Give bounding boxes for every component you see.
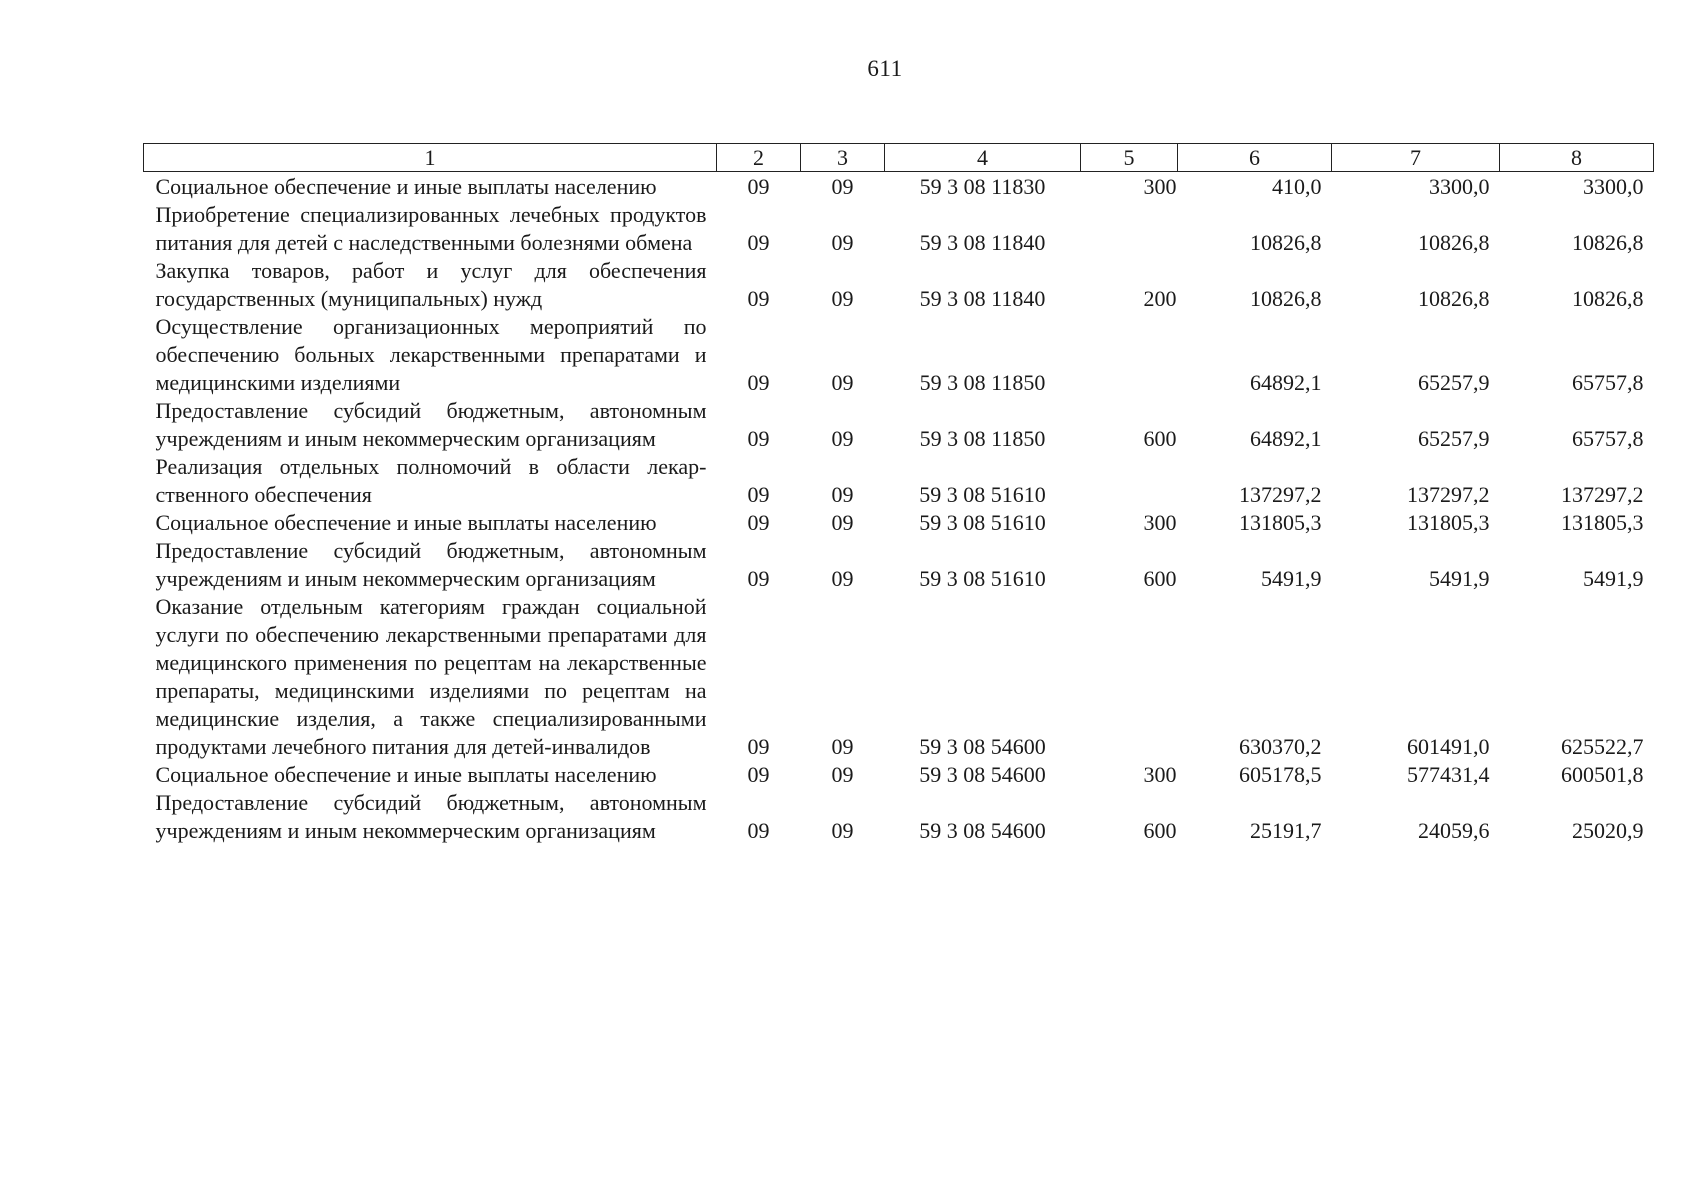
- table-row: [144, 257, 1654, 313]
- row-target-code: 59 3 08 54600: [919, 762, 1046, 787]
- header-col-6: 6: [1178, 144, 1332, 172]
- table-row: [144, 453, 1654, 509]
- table-row: [144, 201, 1654, 257]
- row-amount-2: 24059,6: [1418, 818, 1490, 843]
- row-subsection: 09: [831, 286, 854, 311]
- row-name: Реализация отдельных полномочий в области лекарственного обеспечения: [155, 454, 707, 507]
- row-subsection: 09: [831, 510, 854, 535]
- row-amount-3: 131805,3: [1561, 510, 1644, 535]
- row-subsection: 09: [831, 482, 854, 507]
- table-row: [144, 313, 1654, 397]
- row-amount-2: 10826,8: [1418, 286, 1490, 311]
- table-row: [144, 397, 1654, 453]
- row-section: 09: [747, 174, 770, 199]
- row-expense-type: 200: [1143, 286, 1177, 311]
- row-amount-1: 64892,1: [1250, 426, 1322, 451]
- row-subsection: 09: [831, 762, 854, 787]
- row-section: 09: [747, 370, 770, 395]
- row-target-code: 59 3 08 51610: [919, 510, 1046, 535]
- header-row: [144, 144, 1654, 172]
- row-expense-type: [1081, 453, 1178, 509]
- row-expense-type: 600: [1143, 818, 1177, 843]
- row-target-code: 59 3 08 11850: [919, 370, 1046, 395]
- row-name: Осуществление организационных мероприятий по обеспечению больных лекарственными препаратами и медицинскими изделиями: [155, 314, 707, 395]
- row-amount-2: 5491,9: [1429, 566, 1490, 591]
- row-section: 09: [747, 818, 770, 843]
- row-subsection: 09: [831, 174, 854, 199]
- row-name: Социальное обеспечение и иные выплаты населению: [155, 762, 657, 787]
- row-amount-1: 131805,3: [1239, 510, 1322, 535]
- row-expense-type: [1081, 593, 1178, 761]
- row-section: 09: [747, 510, 770, 535]
- row-amount-3: 65757,8: [1572, 370, 1644, 395]
- row-target-code: 59 3 08 51610: [919, 566, 1046, 591]
- row-section: 09: [747, 734, 770, 759]
- row-subsection: 09: [831, 230, 854, 255]
- row-expense-type: [1081, 313, 1178, 397]
- row-name: Предоставление субсидий бюджетным, автономным учреждениям и иным некоммерческим организациям: [155, 538, 707, 591]
- row-amount-3: 3300,0: [1583, 174, 1644, 199]
- row-amount-2: 65257,9: [1418, 370, 1490, 395]
- row-amount-3: 10826,8: [1572, 286, 1644, 311]
- table-row: [144, 761, 1654, 789]
- row-subsection: 09: [831, 370, 854, 395]
- row-amount-1: 10826,8: [1250, 230, 1322, 255]
- row-amount-1: 5491,9: [1261, 566, 1322, 591]
- header-col-7: 7: [1332, 144, 1500, 172]
- row-expense-type: 300: [1143, 762, 1177, 787]
- row-target-code: 59 3 08 51610: [919, 482, 1046, 507]
- row-amount-1: 410,0: [1272, 174, 1322, 199]
- row-amount-2: 137297,2: [1407, 482, 1490, 507]
- row-name: Оказание отдельным категориям граждан социальной услуги по обеспечению лекарственными препаратами для медицинского применения по рецептам на лекарственные препараты, медицинскими изделиями по рецептам на медицинские изделия, а также специализированными продуктами лечебного питания для детей-инвалидов: [155, 594, 707, 759]
- header-col-4: 4: [885, 144, 1081, 172]
- row-section: 09: [747, 426, 770, 451]
- row-amount-1: 25191,7: [1250, 818, 1322, 843]
- row-amount-1: 137297,2: [1239, 482, 1322, 507]
- header-col-8: 8: [1500, 144, 1654, 172]
- row-amount-3: 625522,7: [1561, 734, 1644, 759]
- row-section: 09: [747, 762, 770, 787]
- row-subsection: 09: [831, 818, 854, 843]
- table-row: [144, 593, 1654, 761]
- row-target-code: 59 3 08 11850: [919, 426, 1046, 451]
- row-section: 09: [747, 286, 770, 311]
- row-name: Предоставление субсидий бюджетным, автономным учреждениям и иным некоммерческим организациям: [155, 398, 707, 451]
- row-amount-3: 10826,8: [1572, 230, 1644, 255]
- row-target-code: 59 3 08 54600: [919, 734, 1046, 759]
- row-amount-1: 64892,1: [1250, 370, 1322, 395]
- page-number: 611: [867, 56, 903, 81]
- row-amount-3: 600501,8: [1561, 762, 1644, 787]
- budget-table: [143, 143, 1654, 845]
- header-col-5: 5: [1081, 144, 1178, 172]
- row-expense-type: [1081, 201, 1178, 257]
- row-section: 09: [747, 482, 770, 507]
- row-name: Приобретение специализированных лечебных продуктов питания для детей с наследственными болезнями обмена: [155, 202, 707, 255]
- row-amount-3: 65757,8: [1572, 426, 1644, 451]
- row-expense-type: 300: [1143, 174, 1177, 199]
- row-target-code: 59 3 08 11840: [919, 230, 1046, 255]
- row-target-code: 59 3 08 11840: [919, 286, 1046, 311]
- row-amount-1: 605178,5: [1239, 762, 1322, 787]
- row-amount-2: 65257,9: [1418, 426, 1490, 451]
- row-subsection: 09: [831, 734, 854, 759]
- table-row: [144, 789, 1654, 845]
- row-name: Закупка товаров, работ и услуг для обеспечения государственных (муниципальных) нужд: [155, 258, 707, 311]
- table-body: [144, 172, 1654, 846]
- row-subsection: 09: [831, 426, 854, 451]
- row-amount-1: 10826,8: [1250, 286, 1322, 311]
- header-col-2: 2: [717, 144, 801, 172]
- table-row: [144, 172, 1654, 202]
- row-subsection: 09: [831, 566, 854, 591]
- row-name: Социальное обеспечение и иные выплаты населению: [155, 510, 657, 535]
- row-amount-3: 5491,9: [1583, 566, 1644, 591]
- row-section: 09: [747, 230, 770, 255]
- row-amount-3: 25020,9: [1572, 818, 1644, 843]
- row-amount-1: 630370,2: [1239, 734, 1322, 759]
- table-row: [144, 537, 1654, 593]
- row-expense-type: 600: [1143, 566, 1177, 591]
- header-col-3: 3: [801, 144, 885, 172]
- row-name: Предоставление субсидий бюджетным, автономным учреждениям и иным некоммерческим организациям: [155, 790, 707, 843]
- row-target-code: 59 3 08 54600: [919, 818, 1046, 843]
- row-name: Социальное обеспечение и иные выплаты населению: [155, 174, 657, 199]
- row-amount-2: 131805,3: [1407, 510, 1490, 535]
- row-expense-type: 600: [1143, 426, 1177, 451]
- row-expense-type: 300: [1143, 510, 1177, 535]
- row-target-code: 59 3 08 11830: [919, 174, 1046, 199]
- row-section: 09: [747, 566, 770, 591]
- row-amount-2: 577431,4: [1407, 762, 1490, 787]
- header-col-1: 1: [144, 144, 717, 172]
- table-row: [144, 509, 1654, 537]
- row-amount-3: 137297,2: [1561, 482, 1644, 507]
- row-amount-2: 601491,0: [1407, 734, 1490, 759]
- row-amount-2: 10826,8: [1418, 230, 1490, 255]
- row-amount-2: 3300,0: [1429, 174, 1490, 199]
- table-header: [144, 144, 1654, 172]
